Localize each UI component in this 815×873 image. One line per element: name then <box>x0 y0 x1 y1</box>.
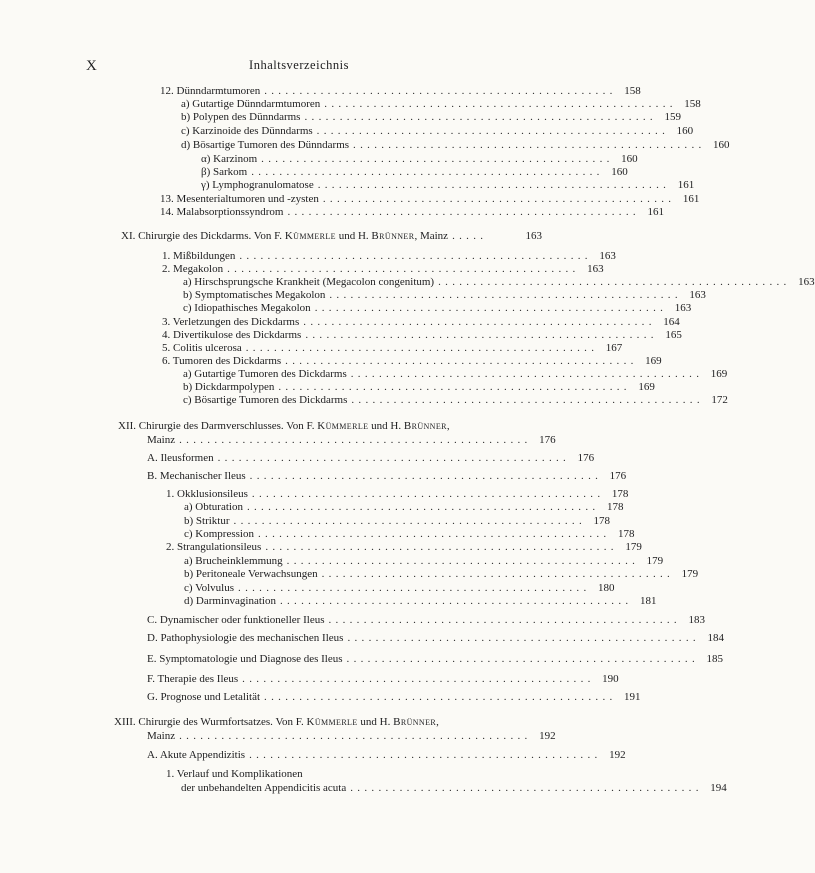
toc-entry: b) Symptomatisches Megakolon .................................................. 163 <box>183 289 706 301</box>
chapter-heading: XI. Chirurgie des Dickdarms. Von F. Kümmerle und H. Brünner, Mainz ..... 163 <box>121 230 542 242</box>
toc-entry: 2. Megakolon .................................................. 163 <box>162 263 604 275</box>
chapter-heading-cont: Mainz .................................................. 176 <box>147 434 556 446</box>
toc-entry: 2. Strangulationsileus .................................................. 179 <box>166 541 642 553</box>
toc-entry: b) Striktur .................................................. 178 <box>184 515 611 527</box>
toc-entry: A. Ileusformen .................................................. 176 <box>147 452 595 464</box>
toc-entry: a) Gutartige Dünndarmtumoren .................................................. 158 <box>181 98 701 110</box>
page-numeral: X <box>86 58 98 74</box>
toc-entry: b) Polypen des Dünndarms .................................................. 159 <box>181 111 681 123</box>
chapter-heading: XIII. Chirurgie des Wurmfortsatzes. Von F. Kümmerle und H. Brünner, <box>114 716 439 728</box>
toc-entry: 1. Okklusionsileus .................................................. 178 <box>166 488 629 500</box>
toc-entry: b) Peritoneale Verwachsungen .................................................. 179 <box>184 568 699 580</box>
toc-entry: 13. Mesenterialtumoren und -zysten .................................................. 161 <box>160 193 700 205</box>
running-head: Inhaltsverzeichnis <box>249 58 349 72</box>
toc-entry: D. Pathophysiologie des mechanischen Ileus .................................................. 184 <box>147 632 724 644</box>
chapter-heading: XII. Chirurgie des Darmverschlusses. Von F. Kümmerle und H. Brünner, <box>118 420 450 432</box>
toc-entry: b) Dickdarmpolypen .................................................. 169 <box>183 381 655 393</box>
toc-entry: 6. Tumoren des Dickdarms .................................................. 169 <box>162 355 662 367</box>
toc-entry: c) Karzinoide des Dünndarms .................................................. 160 <box>181 125 694 137</box>
toc-entry: G. Prognose und Letalität .................................................. 191 <box>147 691 641 703</box>
toc-entry: d) Bösartige Tumoren des Dünndarms .................................................. 160 <box>181 139 730 151</box>
toc-entry: a) Brucheinklemmung .................................................. 179 <box>184 555 664 567</box>
toc-entry: 14. Malabsorptionssyndrom .................................................. 161 <box>160 206 664 218</box>
toc-entry: 1. Mißbildungen .................................................. 163 <box>162 250 616 262</box>
toc-entry: der unbehandelten Appendicitis acuta .................................................. 194 <box>181 782 727 794</box>
toc-entry: E. Symptomatologie und Diagnose des Ileus .................................................. 185 <box>147 653 724 665</box>
toc-entry: a) Hirschsprungsche Krankheit (Megacolon congenitum) .................................................. 163 <box>183 276 815 288</box>
toc-entry: c) Volvulus .................................................. 180 <box>184 582 615 594</box>
toc-entry: F. Therapie des Ileus .................................................. 190 <box>147 673 619 685</box>
toc-entry: α) Karzinom .................................................. 160 <box>201 153 638 165</box>
toc-entry: c) Idiopathisches Megakolon .................................................. 163 <box>183 302 692 314</box>
toc-entry: C. Dynamischer oder funktioneller Ileus .................................................. 183 <box>147 614 705 626</box>
toc-entry: a) Obturation .................................................. 178 <box>184 501 624 513</box>
chapter-heading-cont: Mainz .................................................. 192 <box>147 730 556 742</box>
toc-entry: γ) Lymphogranulomatose .................................................. 161 <box>201 179 695 191</box>
toc-entry: 3. Verletzungen des Dickdarms .................................................. 164 <box>162 316 680 328</box>
toc-entry-line: 1. Verlauf und Komplikationen <box>166 768 303 780</box>
toc-entry: 5. Colitis ulcerosa .................................................. 167 <box>162 342 623 354</box>
toc-entry: c) Bösartige Tumoren des Dickdarms .................................................. 172 <box>183 394 728 406</box>
toc-entry: 4. Divertikulose des Dickdarms .................................................. 165 <box>162 329 682 341</box>
toc-entry: 12. Dünndarmtumoren .................................................. 158 <box>160 85 641 97</box>
toc-entry: B. Mechanischer Ileus .................................................. 176 <box>147 470 627 482</box>
toc-entry: A. Akute Appendizitis .................................................. 192 <box>147 749 626 761</box>
toc-entry: d) Darminvagination .................................................. 181 <box>184 595 657 607</box>
toc-entry: c) Kompression .................................................. 178 <box>184 528 635 540</box>
toc-entry: β) Sarkom .................................................. 160 <box>201 166 628 178</box>
toc-entry: a) Gutartige Tumoren des Dickdarms .................................................. 169 <box>183 368 728 380</box>
